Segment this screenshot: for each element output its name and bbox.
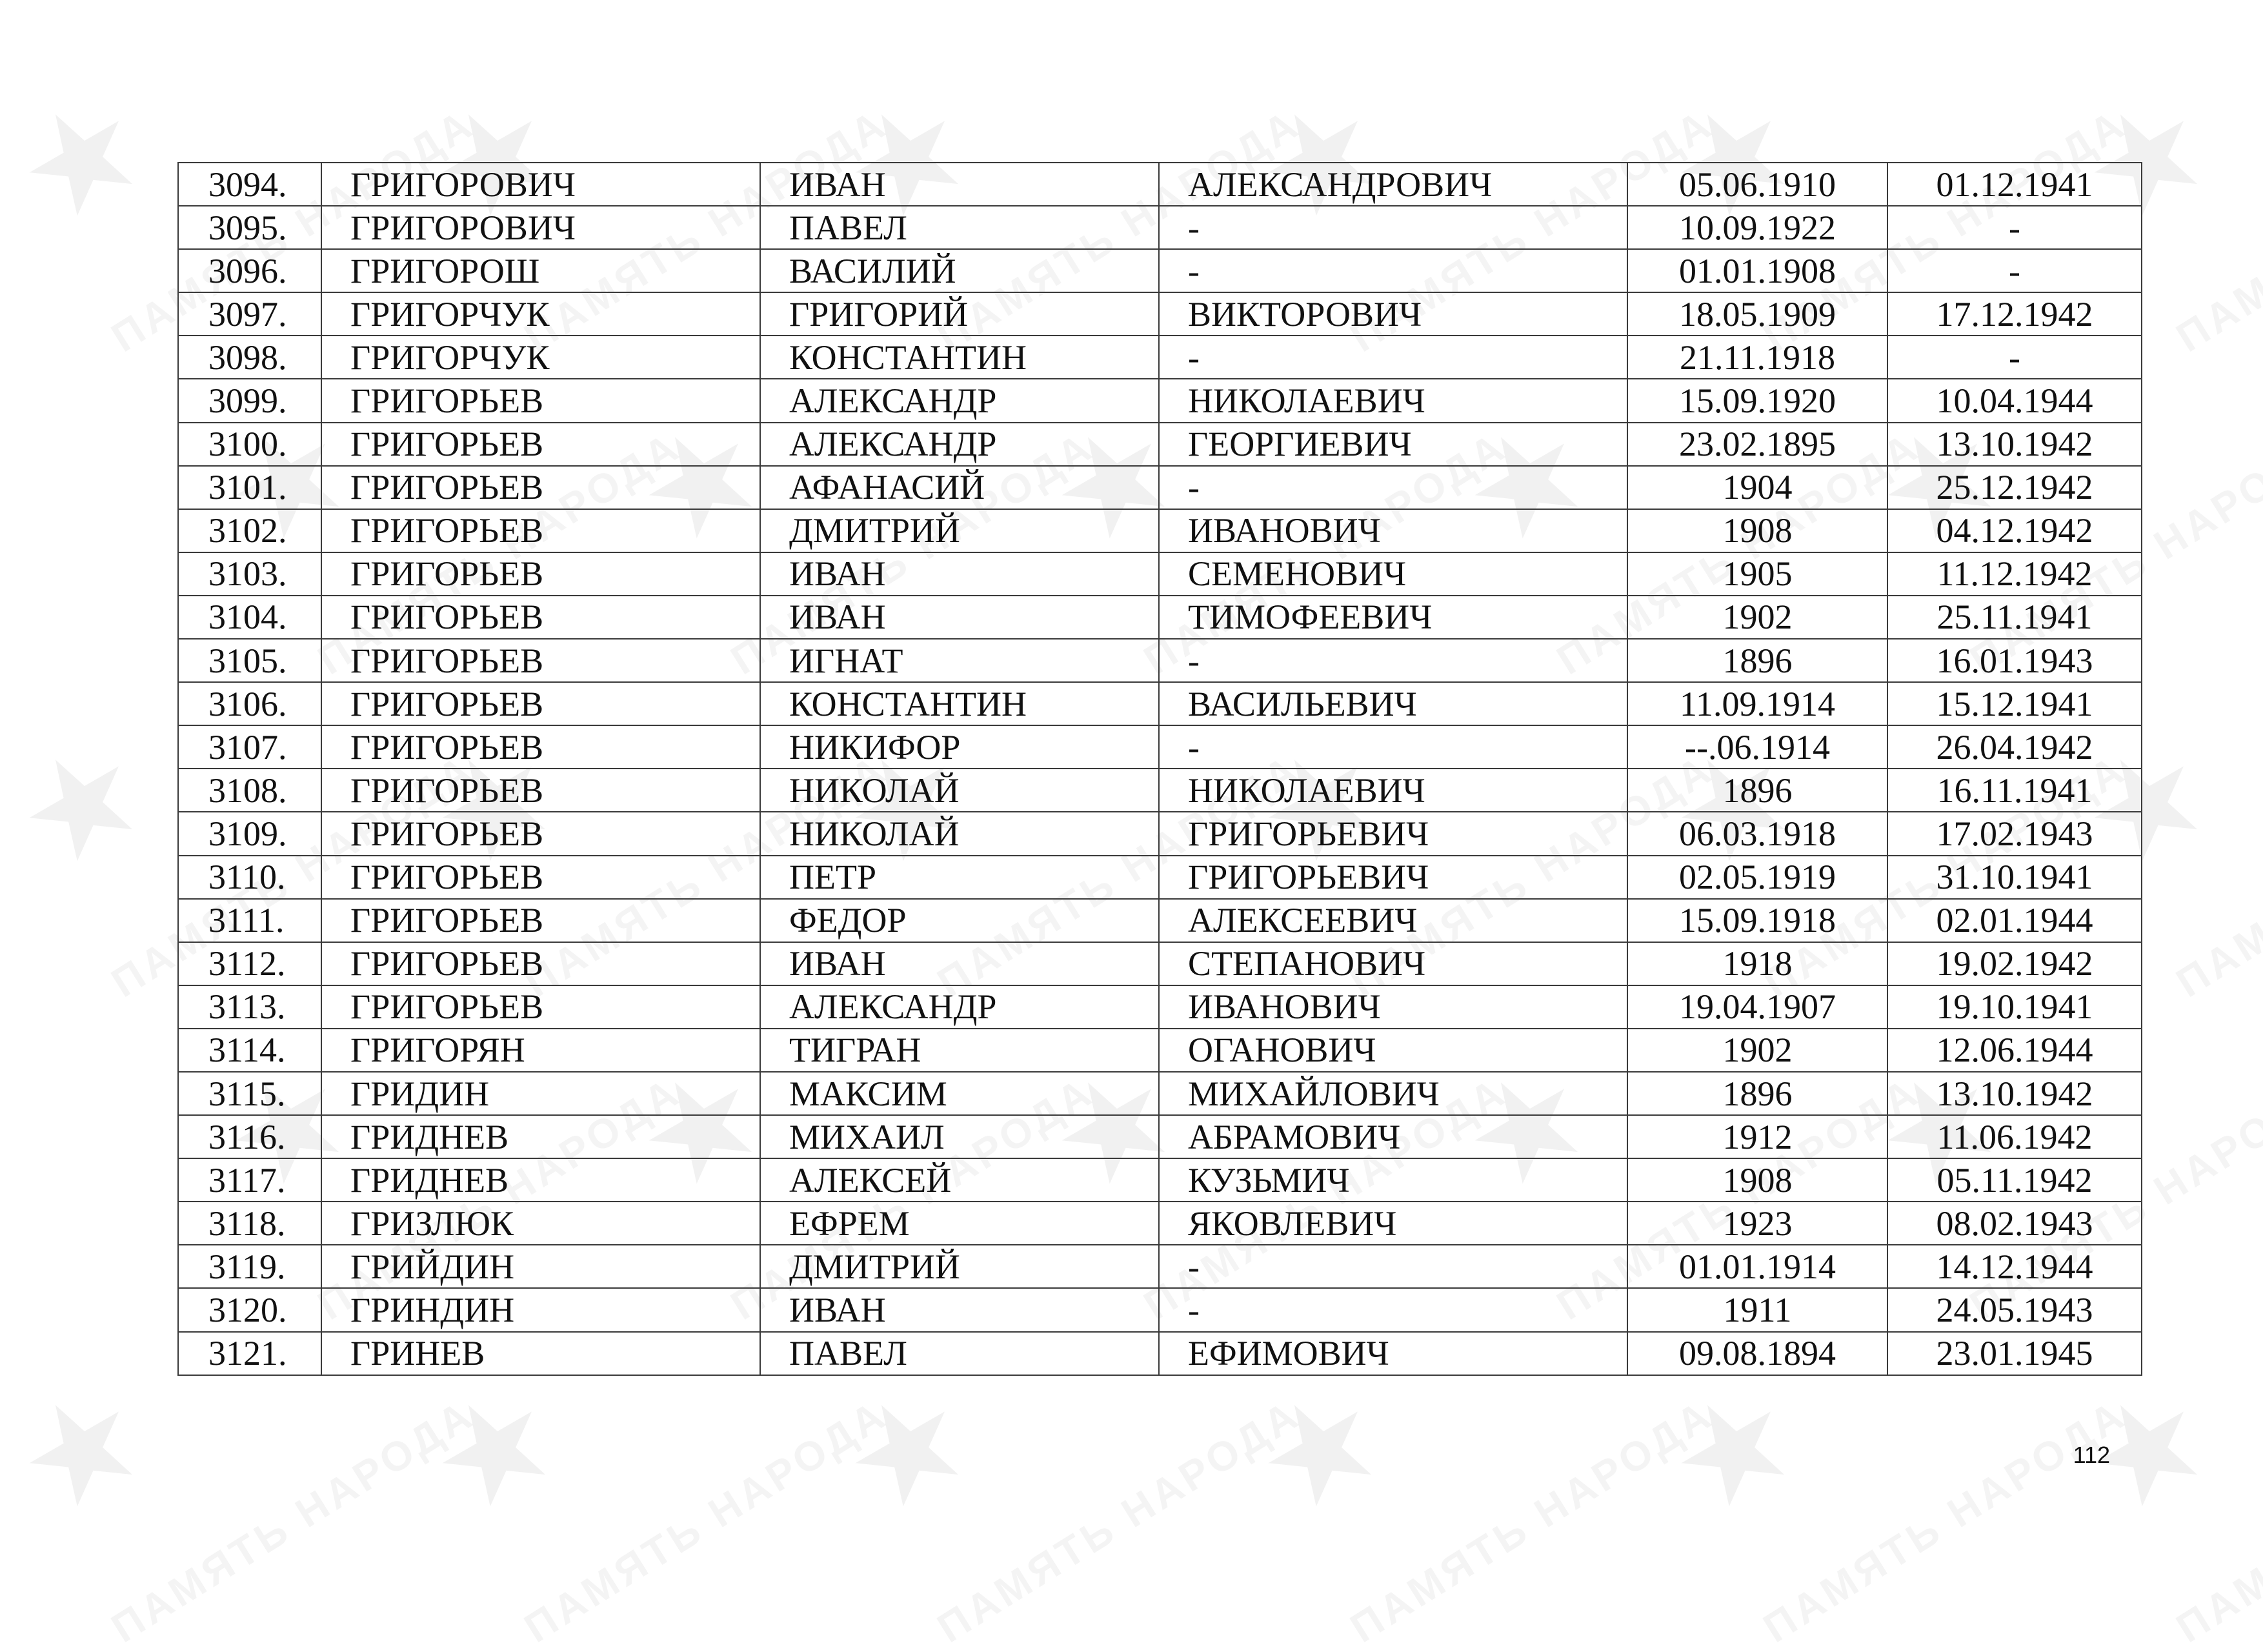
record-number-cell: 3101.: [178, 466, 321, 509]
table-row: [178, 249, 2142, 292]
surname-cell: ГРИГОРОШ: [321, 249, 760, 292]
table-row: [178, 509, 2142, 552]
surname-cell: ГРИГОРЬЕВ: [321, 423, 760, 466]
table-row: [178, 725, 2142, 769]
patronymic-cell: ВАСИЛЬЕВИЧ: [1159, 682, 1627, 725]
death-date-cell: 13.10.1942: [1887, 1072, 2142, 1115]
birth-date-cell: 1904: [1627, 466, 1887, 509]
watermark-text: [929, 1390, 1309, 1652]
record-number-cell: 3109.: [178, 812, 321, 855]
table-row: [178, 163, 2142, 206]
surname-cell: ГРИЙДИН: [321, 1245, 760, 1288]
table-row: [178, 1158, 2142, 1202]
birth-date-cell: 1902: [1627, 1029, 1887, 1072]
surname-cell: ГРИГОРЬЕВ: [321, 725, 760, 769]
table-row: [178, 985, 2142, 1029]
watermark-star-icon: [1658, 1374, 1807, 1524]
birth-date-cell: 05.06.1910: [1627, 163, 1887, 206]
birth-date-cell: 1896: [1627, 639, 1887, 682]
watermark-star-icon: [6, 1374, 156, 1524]
birth-date-cell: 18.05.1909: [1627, 292, 1887, 336]
surname-cell: ГРИДНЕВ: [321, 1158, 760, 1202]
record-number-cell: 3119.: [178, 1245, 321, 1288]
patronymic-cell: ЯКОВЛЕВИЧ: [1159, 1202, 1627, 1245]
table-row: [178, 682, 2142, 725]
patronymic-cell: -: [1159, 639, 1627, 682]
patronymic-cell: -: [1159, 1288, 1627, 1331]
surname-cell: ГРИДНЕВ: [321, 1115, 760, 1158]
table-row: [178, 1288, 2142, 1331]
first-name-cell: КОНСТАНТИН: [760, 336, 1159, 379]
patronymic-cell: КУЗЬМИЧ: [1159, 1158, 1627, 1202]
record-number-cell: 3115.: [178, 1072, 321, 1115]
death-date-cell: -: [1887, 206, 2142, 249]
surname-cell: ГРИГОРЬЕВ: [321, 509, 760, 552]
watermark-star-icon: [1245, 1374, 1394, 1524]
first-name-cell: ИВАН: [760, 163, 1159, 206]
surname-cell: ГРИГОРЬЕВ: [321, 379, 760, 422]
patronymic-cell: АБРАМОВИЧ: [1159, 1115, 1627, 1158]
death-date-cell: 17.02.1943: [1887, 812, 2142, 855]
surname-cell: ГРИГОРОВИЧ: [321, 206, 760, 249]
record-number-cell: 3118.: [178, 1202, 321, 1245]
table-row: [178, 899, 2142, 942]
table-row: [178, 552, 2142, 596]
record-number-cell: 3112.: [178, 942, 321, 985]
birth-date-cell: 06.03.1918: [1627, 812, 1887, 855]
birth-date-cell: 15.09.1918: [1627, 899, 1887, 942]
death-date-cell: 19.10.1941: [1887, 985, 2142, 1029]
record-number-cell: 3117.: [178, 1158, 321, 1202]
birth-date-cell: 1908: [1627, 1158, 1887, 1202]
watermark-star-icon: [6, 83, 156, 233]
record-number-cell: 3094.: [178, 163, 321, 206]
first-name-cell: ДМИТРИЙ: [760, 509, 1159, 552]
table-row: [178, 596, 2142, 639]
birth-date-cell: 1908: [1627, 509, 1887, 552]
surname-cell: ГРИНЕВ: [321, 1332, 760, 1375]
death-date-cell: 16.11.1941: [1887, 769, 2142, 812]
surname-cell: ГРИДИН: [321, 1072, 760, 1115]
table-row: [178, 379, 2142, 422]
death-date-cell: 16.01.1943: [1887, 639, 2142, 682]
patronymic-cell: СЕМЕНОВИЧ: [1159, 552, 1627, 596]
table-row: [178, 856, 2142, 899]
watermark-star-icon: [6, 729, 156, 878]
first-name-cell: ПАВЕЛ: [760, 1332, 1159, 1375]
first-name-cell: КОНСТАНТИН: [760, 682, 1159, 725]
surname-cell: ГРИНДИН: [321, 1288, 760, 1331]
death-date-cell: 01.12.1941: [1887, 163, 2142, 206]
watermark-text: [2168, 99, 2263, 361]
birth-date-cell: 1896: [1627, 769, 1887, 812]
first-name-cell: ВАСИЛИЙ: [760, 249, 1159, 292]
patronymic-cell: АЛЕКСЕЕВИЧ: [1159, 899, 1627, 942]
surname-cell: ГРИГОРЧУК: [321, 336, 760, 379]
record-number-cell: 3102.: [178, 509, 321, 552]
first-name-cell: ПЕТР: [760, 856, 1159, 899]
surname-cell: ГРИГОРЬЕВ: [321, 639, 760, 682]
record-number-cell: 3121.: [178, 1332, 321, 1375]
record-number-cell: 3114.: [178, 1029, 321, 1072]
record-number-cell: 3111.: [178, 899, 321, 942]
record-number-cell: 3113.: [178, 985, 321, 1029]
first-name-cell: ГРИГОРИЙ: [760, 292, 1159, 336]
patronymic-cell: ЕФИМОВИЧ: [1159, 1332, 1627, 1375]
first-name-cell: ЕФРЕМ: [760, 1202, 1159, 1245]
birth-date-cell: 1896: [1627, 1072, 1887, 1115]
death-date-cell: 25.12.1942: [1887, 466, 2142, 509]
patronymic-cell: ОГАНОВИЧ: [1159, 1029, 1627, 1072]
patronymic-cell: -: [1159, 336, 1627, 379]
record-number-cell: 3095.: [178, 206, 321, 249]
death-date-cell: 04.12.1942: [1887, 509, 2142, 552]
birth-date-cell: 1911: [1627, 1288, 1887, 1331]
death-date-cell: 15.12.1941: [1887, 682, 2142, 725]
watermark-star-icon: [832, 1374, 981, 1524]
table-row: [178, 206, 2142, 249]
table-row: [178, 292, 2142, 336]
patronymic-cell: ГРИГОРЬЕВИЧ: [1159, 812, 1627, 855]
birth-date-cell: 1923: [1627, 1202, 1887, 1245]
table-row: [178, 1115, 2142, 1158]
first-name-cell: МАКСИМ: [760, 1072, 1159, 1115]
patronymic-cell: -: [1159, 206, 1627, 249]
first-name-cell: МИХАИЛ: [760, 1115, 1159, 1158]
patronymic-cell: ИВАНОВИЧ: [1159, 985, 1627, 1029]
surname-cell: ГРИГОРЧУК: [321, 292, 760, 336]
table-row: [178, 1202, 2142, 1245]
record-number-cell: 3096.: [178, 249, 321, 292]
record-number-cell: 3108.: [178, 769, 321, 812]
first-name-cell: ИВАН: [760, 596, 1159, 639]
patronymic-cell: ИВАНОВИЧ: [1159, 509, 1627, 552]
surname-cell: ГРИГОРЬЕВ: [321, 769, 760, 812]
table-row: [178, 942, 2142, 985]
surname-cell: ГРИГОРЬЕВ: [321, 682, 760, 725]
table-row: [178, 466, 2142, 509]
death-date-cell: 02.01.1944: [1887, 899, 2142, 942]
record-number-cell: 3103.: [178, 552, 321, 596]
patronymic-cell: НИКОЛАЕВИЧ: [1159, 379, 1627, 422]
death-date-cell: 05.11.1942: [1887, 1158, 2142, 1202]
record-number-cell: 3098.: [178, 336, 321, 379]
birth-date-cell: 11.09.1914: [1627, 682, 1887, 725]
table-row: [178, 812, 2142, 855]
death-date-cell: 12.06.1944: [1887, 1029, 2142, 1072]
patronymic-cell: -: [1159, 1245, 1627, 1288]
watermark-text: [1755, 1390, 2135, 1652]
record-number-cell: 3107.: [178, 725, 321, 769]
surname-cell: ГРИГОРЬЕВ: [321, 596, 760, 639]
registry-table-body: [178, 163, 2142, 1375]
birth-date-cell: 19.04.1907: [1627, 985, 1887, 1029]
surname-cell: ГРИГОРЬЕВ: [321, 552, 760, 596]
patronymic-cell: МИХАЙЛОВИЧ: [1159, 1072, 1627, 1115]
watermark-text: [516, 1390, 896, 1652]
birth-date-cell: 10.09.1922: [1627, 206, 1887, 249]
surname-cell: ГРИГОРЬЕВ: [321, 985, 760, 1029]
record-number-cell: 3105.: [178, 639, 321, 682]
birth-date-cell: 1902: [1627, 596, 1887, 639]
table-row: [178, 1029, 2142, 1072]
first-name-cell: АЛЕКСАНДР: [760, 379, 1159, 422]
death-date-cell: 17.12.1942: [1887, 292, 2142, 336]
death-date-cell: -: [1887, 336, 2142, 379]
birth-date-cell: 09.08.1894: [1627, 1332, 1887, 1375]
first-name-cell: АЛЕКСАНДР: [760, 985, 1159, 1029]
death-date-cell: 11.12.1942: [1887, 552, 2142, 596]
death-date-cell: 23.01.1945: [1887, 1332, 2142, 1375]
record-number-cell: 3104.: [178, 596, 321, 639]
birth-date-cell: 1905: [1627, 552, 1887, 596]
surname-cell: ГРИГОРЬЕВ: [321, 856, 760, 899]
birth-date-cell: 02.05.1919: [1627, 856, 1887, 899]
birth-date-cell: 01.01.1908: [1627, 249, 1887, 292]
death-date-cell: 25.11.1941: [1887, 596, 2142, 639]
patronymic-cell: -: [1159, 249, 1627, 292]
first-name-cell: ТИГРАН: [760, 1029, 1159, 1072]
birth-date-cell: 21.11.1918: [1627, 336, 1887, 379]
death-date-cell: 31.10.1941: [1887, 856, 2142, 899]
record-number-cell: 3097.: [178, 292, 321, 336]
birth-date-cell: 23.02.1895: [1627, 423, 1887, 466]
first-name-cell: ПАВЕЛ: [760, 206, 1159, 249]
patronymic-cell: ГЕОРГИЕВИЧ: [1159, 423, 1627, 466]
record-number-cell: 3116.: [178, 1115, 321, 1158]
death-date-cell: 26.04.1942: [1887, 725, 2142, 769]
patronymic-cell: АЛЕКСАНДРОВИЧ: [1159, 163, 1627, 206]
death-date-cell: 11.06.1942: [1887, 1115, 2142, 1158]
death-date-cell: 13.10.1942: [1887, 423, 2142, 466]
birth-date-cell: --.06.1914: [1627, 725, 1887, 769]
first-name-cell: ФЕДОР: [760, 899, 1159, 942]
surname-cell: ГРИГОРЬЕВ: [321, 812, 760, 855]
first-name-cell: АЛЕКСАНДР: [760, 423, 1159, 466]
surname-cell: ГРИГОРЬЕВ: [321, 466, 760, 509]
first-name-cell: ИВАН: [760, 552, 1159, 596]
patronymic-cell: ВИКТОРОВИЧ: [1159, 292, 1627, 336]
record-number-cell: 3100.: [178, 423, 321, 466]
table-row: [178, 769, 2142, 812]
record-number-cell: 3099.: [178, 379, 321, 422]
watermark-text: [2168, 745, 2263, 1007]
patronymic-cell: ГРИГОРЬЕВИЧ: [1159, 856, 1627, 899]
table-row: [178, 1072, 2142, 1115]
watermark-text: [1342, 1390, 1722, 1652]
first-name-cell: ИВАН: [760, 1288, 1159, 1331]
birth-date-cell: 1912: [1627, 1115, 1887, 1158]
record-number-cell: 3106.: [178, 682, 321, 725]
table-row: [178, 639, 2142, 682]
first-name-cell: ДМИТРИЙ: [760, 1245, 1159, 1288]
surname-cell: ГРИГОРОВИЧ: [321, 163, 760, 206]
patronymic-cell: НИКОЛАЕВИЧ: [1159, 769, 1627, 812]
patronymic-cell: -: [1159, 725, 1627, 769]
surname-cell: ГРИГОРЬЕВ: [321, 899, 760, 942]
watermark-text: [103, 1390, 483, 1652]
death-date-cell: 24.05.1943: [1887, 1288, 2142, 1331]
page-number: 112: [2073, 1442, 2110, 1468]
memorial-registry-table: [177, 162, 2142, 1376]
death-date-cell: 14.12.1944: [1887, 1245, 2142, 1288]
record-number-cell: 3120.: [178, 1288, 321, 1331]
watermark-star-icon: [419, 1374, 568, 1524]
birth-date-cell: 15.09.1920: [1627, 379, 1887, 422]
surname-cell: ГРИЗЛЮК: [321, 1202, 760, 1245]
birth-date-cell: 1918: [1627, 942, 1887, 985]
table-row: [178, 1332, 2142, 1375]
patronymic-cell: ТИМОФЕЕВИЧ: [1159, 596, 1627, 639]
table-row: [178, 336, 2142, 379]
patronymic-cell: -: [1159, 466, 1627, 509]
first-name-cell: ИГНАТ: [760, 639, 1159, 682]
first-name-cell: НИКОЛАЙ: [760, 812, 1159, 855]
surname-cell: ГРИГОРЬЕВ: [321, 942, 760, 985]
first-name-cell: АЛЕКСЕЙ: [760, 1158, 1159, 1202]
death-date-cell: 10.04.1944: [1887, 379, 2142, 422]
table-row: [178, 1245, 2142, 1288]
patronymic-cell: СТЕПАНОВИЧ: [1159, 942, 1627, 985]
first-name-cell: НИКИФОР: [760, 725, 1159, 769]
first-name-cell: НИКОЛАЙ: [760, 769, 1159, 812]
watermark-text: [2168, 1390, 2263, 1652]
first-name-cell: ИВАН: [760, 942, 1159, 985]
surname-cell: ГРИГОРЯН: [321, 1029, 760, 1072]
death-date-cell: 08.02.1943: [1887, 1202, 2142, 1245]
first-name-cell: АФАНАСИЙ: [760, 466, 1159, 509]
table-row: [178, 423, 2142, 466]
death-date-cell: -: [1887, 249, 2142, 292]
record-number-cell: 3110.: [178, 856, 321, 899]
birth-date-cell: 01.01.1914: [1627, 1245, 1887, 1288]
death-date-cell: 19.02.1942: [1887, 942, 2142, 985]
